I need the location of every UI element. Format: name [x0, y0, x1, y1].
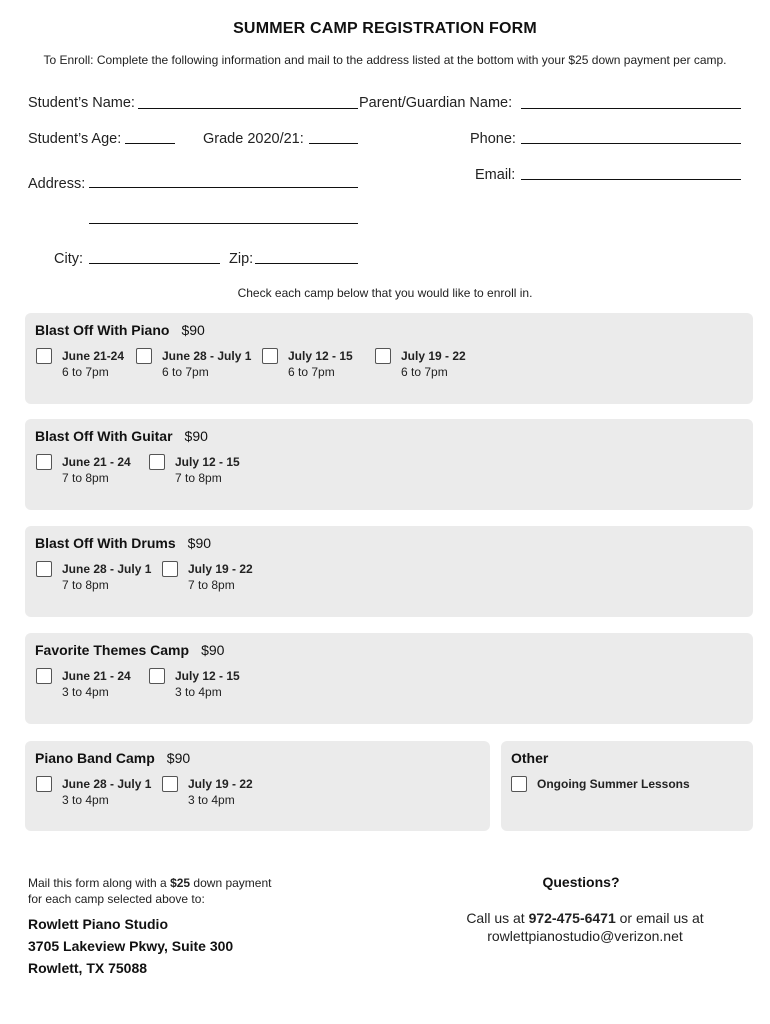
camp-price: $90 — [201, 642, 225, 658]
option-date: June 28 - July 1 — [62, 562, 152, 576]
option-date: July 12 - 15 — [175, 455, 240, 469]
option-time: 3 to 4pm — [175, 685, 222, 699]
mail-amount: $25 — [170, 876, 191, 890]
call-text-pre: Call us at — [466, 910, 529, 926]
contact-email[interactable]: rowlettpianostudio@verizon.net — [487, 928, 683, 944]
option-date: June 28 - July 1 — [62, 777, 152, 791]
other-title-text: Other — [511, 750, 549, 766]
form-subtitle: To Enroll: Complete the following information and mail to the address listed at the bottom with your $25 down payment per camp. — [43, 53, 727, 67]
phone-label: Phone: — [470, 131, 516, 147]
camp-price: $90 — [187, 535, 212, 551]
enroll-checkbox[interactable] — [36, 561, 52, 577]
camp-instructions: Check each camp below that you would like to enroll in. — [237, 286, 533, 300]
camp-name: Blast Off With Drums — [35, 535, 176, 551]
call-text-post: or email us at — [615, 910, 704, 926]
mail-text-pre: Mail this form along with a — [28, 876, 171, 890]
address-field-line1[interactable] — [89, 187, 358, 188]
enroll-checkbox[interactable] — [149, 454, 165, 470]
enroll-checkbox[interactable] — [136, 348, 152, 364]
studio-name: Rowlett Piano Studio — [28, 916, 168, 932]
option-date: June 28 - July 1 — [162, 349, 252, 363]
enroll-checkbox[interactable] — [36, 454, 52, 470]
email-label: Email: — [475, 167, 516, 183]
student-age-field[interactable] — [125, 143, 175, 144]
camp-title — [35, 750, 190, 766]
student-name-field[interactable] — [138, 108, 358, 109]
camp-title — [35, 428, 208, 444]
camp-title — [35, 642, 224, 658]
camp-price: $90 — [184, 428, 208, 444]
camp-panel-piano-band — [25, 741, 490, 831]
grade-field[interactable] — [309, 143, 358, 144]
grade-label: Grade 2020/21: — [203, 131, 304, 147]
camp-name: Blast Off With Guitar — [35, 428, 173, 444]
parent-name-field[interactable] — [521, 108, 741, 109]
option-time: 7 to 8pm — [188, 578, 235, 592]
option-time: 7 to 8pm — [62, 578, 109, 592]
address-label: Address: — [28, 176, 86, 192]
camp-name: Favorite Themes Camp — [35, 642, 190, 658]
option-time: 3 to 4pm — [62, 685, 109, 699]
option-time: 6 to 7pm — [401, 365, 448, 379]
camp-panel-piano — [25, 313, 753, 404]
enroll-checkbox[interactable] — [36, 348, 52, 364]
option-date: July 19 - 22 — [188, 777, 253, 791]
parent-name-label: Parent/Guardian Name: — [359, 95, 513, 111]
camp-name: Piano Band Camp — [35, 750, 155, 766]
option-time: 3 to 4pm — [188, 793, 235, 807]
enroll-checkbox[interactable] — [162, 561, 178, 577]
enroll-checkbox[interactable] — [36, 668, 52, 684]
mail-text-post: down payment — [190, 876, 272, 890]
phone-field[interactable] — [521, 143, 741, 144]
option-date: July 19 - 22 — [401, 349, 466, 363]
city-label: City: — [54, 251, 83, 267]
option-time: 6 to 7pm — [62, 365, 109, 379]
enroll-checkbox[interactable] — [262, 348, 278, 364]
option-time: 7 to 8pm — [62, 471, 109, 485]
camp-title — [35, 322, 205, 338]
option-time: 3 to 4pm — [62, 793, 109, 807]
studio-street: 3705 Lakeview Pkwy, Suite 300 — [28, 938, 234, 954]
camp-title — [35, 535, 211, 551]
form-title: SUMMER CAMP REGISTRATION FORM — [233, 20, 537, 37]
ongoing-lessons-checkbox[interactable] — [511, 776, 527, 792]
camp-price: $90 — [166, 750, 191, 766]
enroll-checkbox[interactable] — [162, 776, 178, 792]
camp-name: Blast Off With Piano — [35, 322, 170, 338]
email-field[interactable] — [521, 179, 741, 180]
option-date: June 21-24 — [62, 349, 125, 363]
other-title — [511, 750, 548, 766]
camp-panel-drums — [25, 526, 753, 617]
studio-city: Rowlett, TX 75088 — [28, 960, 148, 976]
zip-field[interactable] — [255, 263, 358, 264]
contact-info — [430, 909, 740, 945]
option-time: 7 to 8pm — [175, 471, 222, 485]
mail-text-line2: for each camp selected above to: — [28, 892, 205, 906]
zip-label: Zip: — [229, 251, 254, 267]
questions-heading: Questions? — [542, 874, 620, 890]
option-time: 6 to 7pm — [162, 365, 209, 379]
enroll-checkbox[interactable] — [36, 776, 52, 792]
camp-panel-guitar — [25, 419, 753, 510]
option-time: 6 to 7pm — [288, 365, 335, 379]
address-field-line2[interactable] — [89, 223, 358, 224]
mail-instructions — [28, 875, 271, 907]
option-date: July 12 - 15 — [288, 349, 353, 363]
contact-phone[interactable]: 972-475-6471 — [528, 910, 616, 926]
option-date: July 12 - 15 — [175, 669, 240, 683]
student-name-label: Student’s Name: — [28, 95, 135, 111]
option-date: June 21 - 24 — [62, 455, 131, 469]
enroll-checkbox[interactable] — [149, 668, 165, 684]
ongoing-lessons-label: Ongoing Summer Lessons — [537, 777, 690, 791]
camp-price: $90 — [181, 322, 205, 338]
other-panel — [501, 741, 753, 831]
enroll-checkbox[interactable] — [375, 348, 391, 364]
student-age-label: Student’s Age: — [28, 131, 122, 147]
option-date: July 19 - 22 — [188, 562, 253, 576]
city-field[interactable] — [89, 263, 220, 264]
camp-panel-themes — [25, 633, 753, 724]
option-date: June 21 - 24 — [62, 669, 131, 683]
